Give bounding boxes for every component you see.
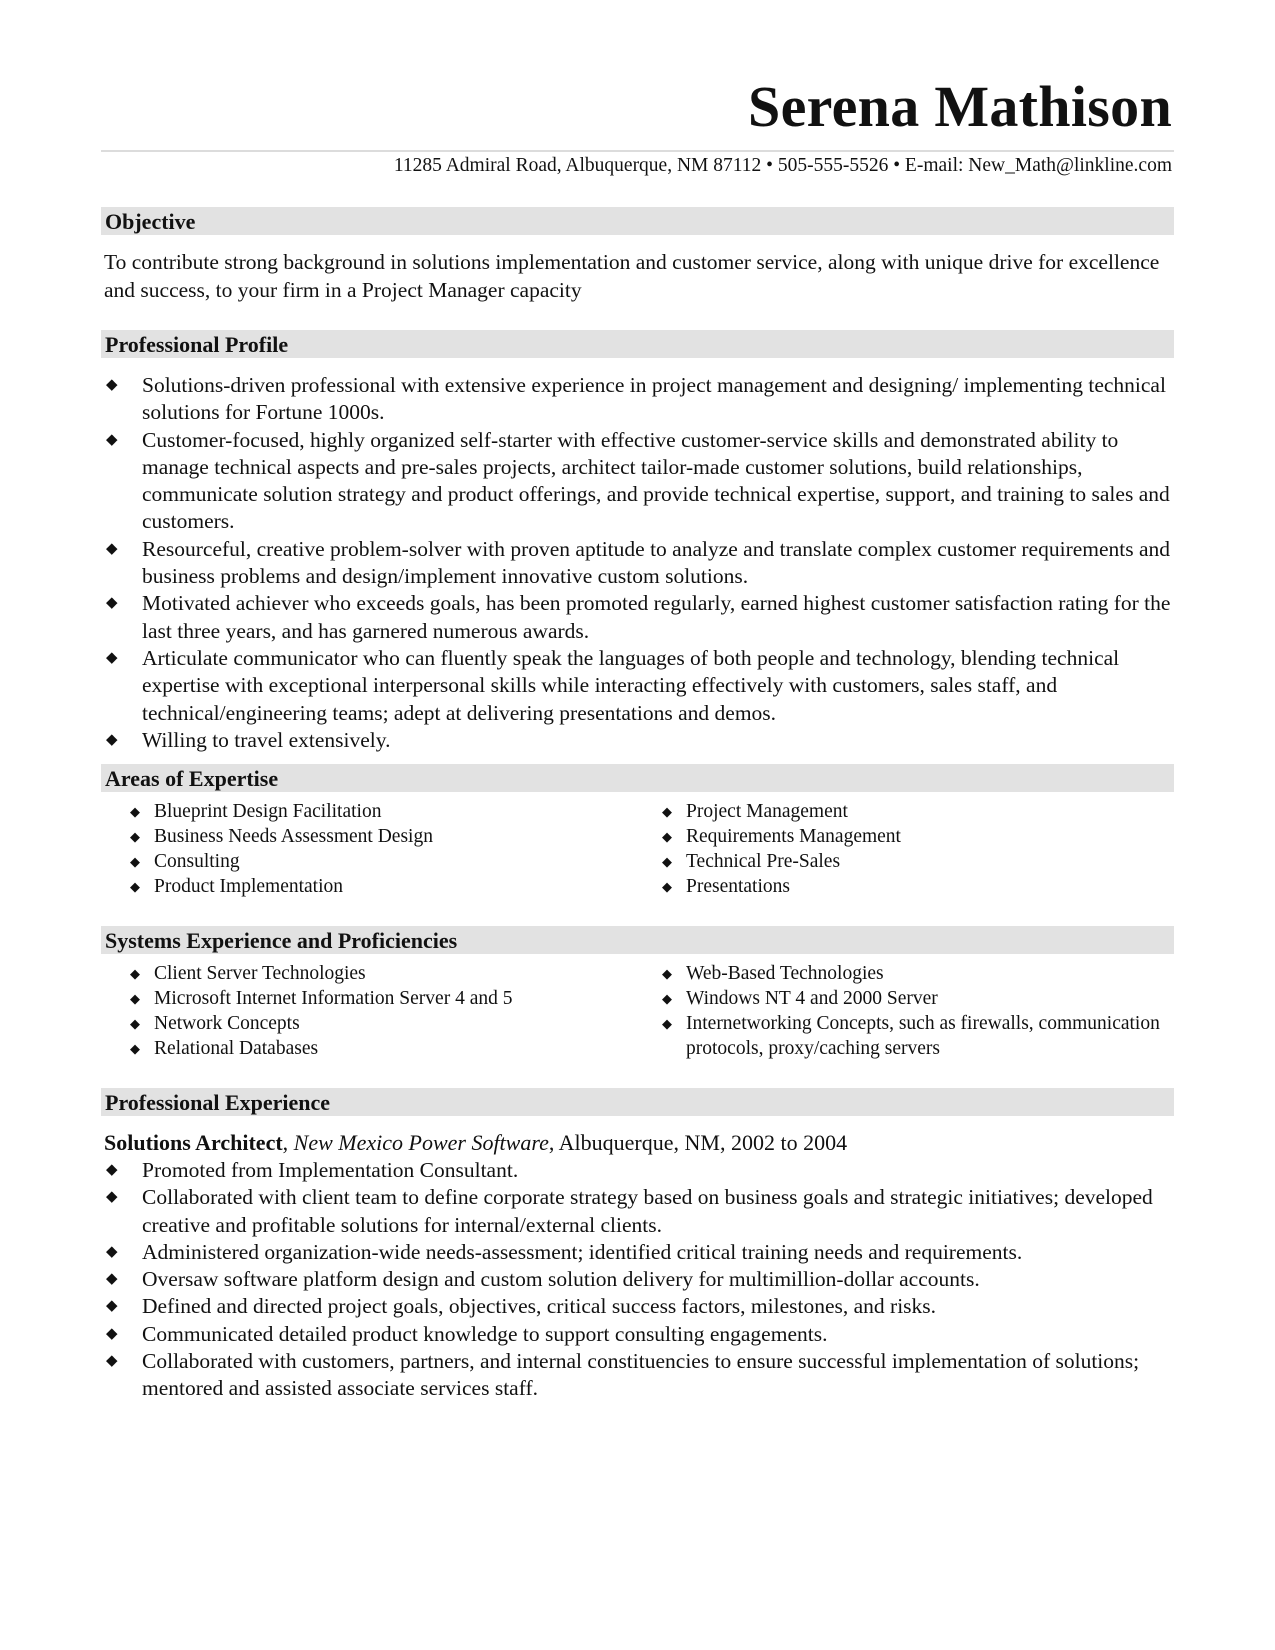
diamond-bullet-icon: ◆ <box>106 1162 118 1178</box>
candidate-name: Serena Mathison <box>748 74 1172 139</box>
list-item: ◆ Administered organization-wide needs-assessment; identified critical training needs and requirements. <box>106 1239 1023 1264</box>
list-item: ◆ Consulting <box>130 851 240 872</box>
diamond-bullet-icon: ◆ <box>130 1041 140 1056</box>
list-item: ◆ Customer-focused, highly organized self-starter with effective customer-service skills and demonstrated ability to manage technical aspects and pre-sales projects, architect tailor-made customer solutions, build relationships, communicate solution strategy and product offerings, and provide technical expertise, support, and training to sales and customers. <box>106 427 1170 534</box>
diamond-bullet-icon: ◆ <box>106 595 118 612</box>
job-line <box>104 1129 847 1157</box>
list-item: ◆ Web-Based Technologies <box>662 963 884 984</box>
diamond-bullet-icon: ◆ <box>106 1353 118 1370</box>
diamond-bullet-icon: ◆ <box>106 540 118 557</box>
list-item: ◆ Defined and directed project goals, objectives, critical success factors, milestones, and risks. <box>106 1294 937 1319</box>
job-separator: , <box>282 1130 294 1155</box>
diamond-bullet-icon: ◆ <box>130 991 140 1006</box>
job-title: Solutions Architect <box>104 1130 283 1155</box>
diamond-bullet-icon: ◆ <box>130 966 140 981</box>
systems-heading-bar <box>101 926 1174 954</box>
diamond-bullet-icon: ◆ <box>130 1016 140 1031</box>
diamond-bullet-icon: ◆ <box>106 731 118 748</box>
diamond-bullet-icon: ◆ <box>106 1243 118 1260</box>
list-item: ◆ Motivated achiever who exceeds goals, has been promoted regularly, earned highest customer satisfaction rating for the last three years, and has garnered numerous awards. <box>106 591 1171 643</box>
diamond-bullet-icon: ◆ <box>106 431 118 448</box>
experience-list <box>104 1157 1179 1403</box>
list-item: ◆ Collaborated with customers, partners, and internal constituencies to ensure successful implementation of solutions; mentored and assisted associate services staff. <box>106 1349 1140 1401</box>
list-item: ◆ Relational Databases <box>130 1038 319 1059</box>
systems-heading: Systems Experience and Proficiencies <box>105 928 458 953</box>
job-location-dates: , Albuquerque, NM, 2002 to 2004 <box>548 1130 848 1155</box>
list-item: ◆ Project Management <box>662 801 848 822</box>
list-item: ◆ Requirements Management <box>662 826 901 847</box>
diamond-bullet-icon: ◆ <box>106 649 118 666</box>
diamond-bullet-icon: ◆ <box>130 854 140 869</box>
list-item: ◆ Network Concepts <box>130 1013 300 1034</box>
list-item: ◆ Articulate communicator who can fluently speak the languages of both people and technology, blending technical expertise with exceptional interpersonal skills while interacting effectively with customers, sales staff, and technical/engineering teams; adept at delivering presentations and demos. <box>106 645 1120 725</box>
diamond-bullet-icon: ◆ <box>662 966 672 981</box>
list-item: ◆ Microsoft Internet Information Server 4 and 5 <box>130 988 513 1009</box>
diamond-bullet-icon: ◆ <box>662 1016 672 1031</box>
list-item: ◆ Business Needs Assessment Design <box>130 826 433 847</box>
list-item: ◆ Solutions-driven professional with extensive experience in project management and designing/ implementing technical solutions for Fortune 1000s. <box>106 373 1166 425</box>
list-item: ◆ Product Implementation <box>130 876 344 897</box>
list-item: ◆ Willing to travel extensively. <box>106 727 391 752</box>
list-item: ◆ Presentations <box>662 876 790 897</box>
diamond-bullet-icon: ◆ <box>106 1325 118 1342</box>
expertise-heading-bar <box>101 764 1174 792</box>
objective-heading: Objective <box>105 209 196 234</box>
diamond-bullet-icon: ◆ <box>130 879 140 894</box>
list-item: ◆ Resourceful, creative problem-solver with proven aptitude to analyze and translate complex customer requirements and business problems and design/implement innovative custom solutions. <box>106 536 1171 589</box>
profile-heading: Professional Profile <box>105 332 289 357</box>
header-divider <box>101 150 1174 152</box>
expertise-heading: Areas of Expertise <box>105 766 279 791</box>
list-item: ◆ Blueprint Design Facilitation <box>130 801 382 822</box>
experience-heading: Professional Experience <box>105 1090 331 1115</box>
diamond-bullet-icon: ◆ <box>106 1298 118 1315</box>
diamond-bullet-icon: ◆ <box>662 829 672 844</box>
systems-left-list <box>116 961 636 1061</box>
list-item: ◆ Communicated detailed product knowledge to support consulting engagements. <box>106 1321 828 1346</box>
profile-list <box>104 372 1179 754</box>
expertise-left-list <box>116 799 636 899</box>
diamond-bullet-icon: ◆ <box>130 829 140 844</box>
diamond-bullet-icon: ◆ <box>130 804 140 819</box>
systems-right-list <box>648 961 1178 1061</box>
objective-heading-bar <box>101 207 1174 235</box>
list-item: ◆ Oversaw software platform design and custom solution delivery for multimillion-dollar accounts. <box>106 1267 980 1292</box>
diamond-bullet-icon: ◆ <box>106 377 118 393</box>
list-item: ◆ Promoted from Implementation Consultant. <box>106 1158 519 1182</box>
diamond-bullet-icon: ◆ <box>662 854 672 869</box>
expertise-right-list <box>648 799 1168 899</box>
diamond-bullet-icon: ◆ <box>106 1271 118 1288</box>
list-item: ◆ Windows NT 4 and 2000 Server <box>662 988 938 1009</box>
contact-line: 11285 Admiral Road, Albuquerque, NM 87112 • 505-555-5526 • E-mail: New_Math@linkline.com <box>393 155 1172 176</box>
list-item: ◆ Collaborated with client team to define corporate strategy based on business goals and strategic initiatives; developed creative and profitable solutions for internal/external clients. <box>106 1185 1153 1237</box>
list-item: ◆ Client Server Technologies <box>130 963 366 984</box>
diamond-bullet-icon: ◆ <box>662 804 672 819</box>
profile-heading-bar <box>101 330 1174 358</box>
list-item: ◆ Technical Pre-Sales <box>662 851 841 872</box>
diamond-bullet-icon: ◆ <box>662 879 672 894</box>
job-company: New Mexico Power Software <box>293 1130 549 1155</box>
objective-text: To contribute strong background in solutions implementation and customer service, along with unique drive for excellence and success, to your firm in a Project Manager capacity <box>104 250 1160 302</box>
list-item: ◆ Internetworking Concepts, such as firewalls, communication protocols, proxy/caching servers <box>662 1013 1160 1059</box>
experience-heading-bar <box>101 1088 1174 1116</box>
diamond-bullet-icon: ◆ <box>662 991 672 1006</box>
diamond-bullet-icon: ◆ <box>106 1189 118 1206</box>
